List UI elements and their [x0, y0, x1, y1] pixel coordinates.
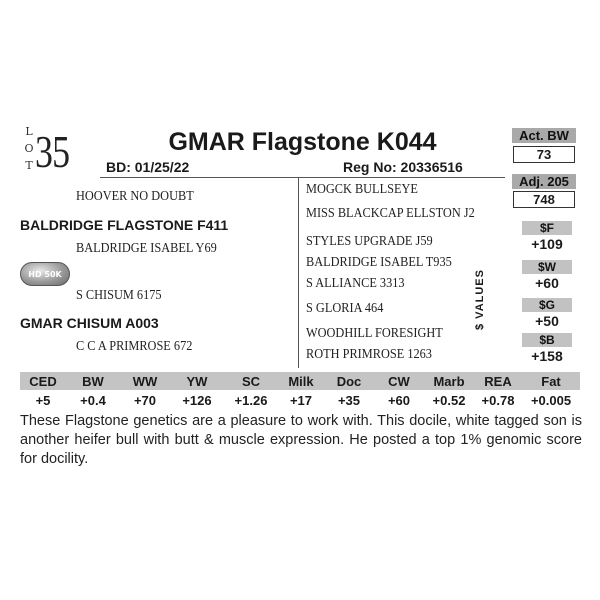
lot-letter-t: T — [25, 159, 33, 172]
value-f: +109 — [531, 236, 563, 252]
lot-letter-l: L — [25, 125, 33, 138]
dam-dam: C C A PRIMROSE 672 — [76, 339, 193, 354]
epd-value: +70 — [133, 393, 157, 408]
value-g: +50 — [535, 313, 559, 329]
grandparent-4: BALDRIDGE ISABEL T935 — [306, 255, 452, 270]
hd50k-badge — [20, 262, 70, 286]
grandparent-3: STYLES UPGRADE J59 — [306, 234, 433, 249]
epd-header: Marb — [433, 374, 465, 389]
lot-description: These Flagstone genetics are a pleasure to work with. This docile, white tagged son is another heifer bull with butt & muscle expression. He posted a top 1% genomic score for docility. — [20, 413, 582, 467]
lot-letter-o: O — [24, 142, 34, 155]
grandparent-8: ROTH PRIMROSE 1263 — [306, 347, 432, 362]
epd-value: +0.78 — [481, 393, 515, 408]
value-label-w: $W — [522, 260, 572, 274]
epd-header: BW — [82, 374, 104, 389]
dam: GMAR CHISUM A003 — [20, 315, 159, 331]
adj-205-value: 748 — [513, 191, 575, 208]
value-label-g: $G — [522, 298, 572, 312]
birth-date: BD: 01/25/22 — [106, 159, 190, 175]
sire-dam: BALDRIDGE ISABEL Y69 — [76, 241, 217, 256]
value-label-b: $B — [522, 333, 572, 347]
adj-205-label: Adj. 205 — [512, 174, 576, 189]
epd-value: +0.52 — [432, 393, 466, 408]
epd-value: +5 — [35, 393, 51, 408]
epd-value: +17 — [289, 393, 313, 408]
act-bw-value: 73 — [513, 146, 575, 163]
sire: BALDRIDGE FLAGSTONE F411 — [20, 217, 229, 233]
lot-number: 35 — [35, 126, 70, 177]
epd-header: Doc — [336, 374, 362, 389]
epd-value: +1.26 — [234, 393, 268, 408]
epd-header: CW — [388, 374, 410, 389]
registration-number: Reg No: 20336516 — [343, 159, 463, 175]
sire-sire: HOOVER NO DOUBT — [76, 189, 194, 204]
epd-header: SC — [241, 374, 261, 389]
act-bw-label: Act. BW — [512, 128, 576, 143]
epd-value: +60 — [387, 393, 411, 408]
dollar-values-label: $ VALUES — [474, 269, 486, 330]
value-w: +60 — [535, 275, 559, 291]
grandparent-6: S GLORIA 464 — [306, 301, 384, 316]
badge-label: HD 50K — [28, 269, 62, 279]
epd-header: CED — [29, 374, 57, 389]
animal-name-title: GMAR Flagstone K044 — [168, 128, 437, 156]
value-b: +158 — [531, 348, 563, 364]
grandparent-1: MOGCK BULLSEYE — [306, 182, 418, 197]
epd-header: Milk — [288, 374, 314, 389]
epd-value: +35 — [337, 393, 361, 408]
epd-header: REA — [484, 374, 512, 389]
grandparent-5: S ALLIANCE 3313 — [306, 276, 405, 291]
pedigree-divider — [298, 178, 299, 368]
epd-table — [20, 372, 580, 412]
epd-value: +126 — [182, 393, 212, 408]
value-label-f: $F — [522, 221, 572, 235]
header-divider — [100, 177, 505, 178]
epd-value: +0.005 — [530, 393, 572, 408]
epd-value: +0.4 — [80, 393, 106, 408]
epd-header: Fat — [541, 374, 561, 389]
dam-sire: S CHISUM 6175 — [76, 288, 162, 303]
epd-header: YW — [186, 374, 208, 389]
epd-header: WW — [132, 374, 158, 389]
grandparent-2: MISS BLACKCAP ELLSTON J2 — [306, 206, 475, 221]
grandparent-7: WOODHILL FORESIGHT — [306, 326, 443, 341]
